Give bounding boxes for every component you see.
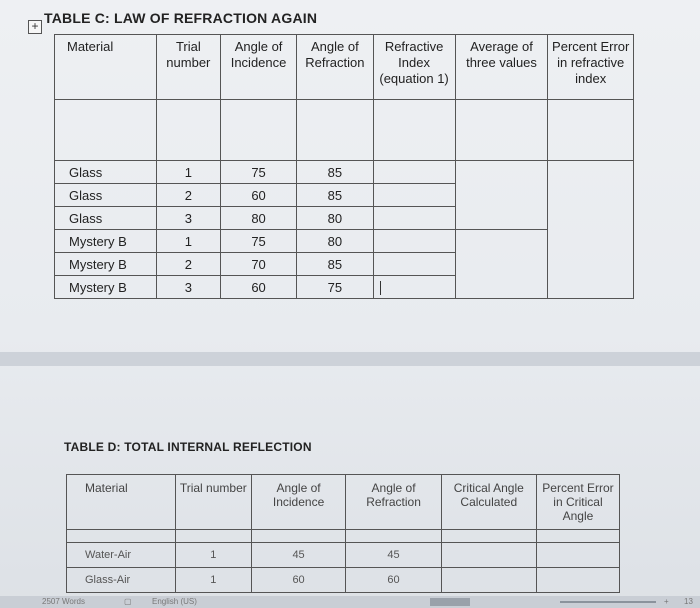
table-cell[interactable]: [220, 100, 296, 161]
table-d-title: TABLE D: TOTAL INTERNAL REFLECTION: [64, 440, 312, 454]
page-break: [0, 352, 700, 366]
refraction-cell[interactable]: 80: [297, 207, 373, 230]
header-critical-angle: Critical Angle Calculated: [441, 475, 536, 530]
trial-cell[interactable]: 1: [175, 568, 251, 593]
table-cell[interactable]: [251, 530, 346, 543]
table-cell[interactable]: [548, 100, 634, 161]
incidence-cell[interactable]: 75: [220, 230, 296, 253]
table-d-header-row: [67, 475, 620, 530]
trial-cell[interactable]: 3: [156, 276, 220, 299]
zoom-slider[interactable]: [560, 601, 656, 603]
table-row: [67, 543, 620, 568]
material-cell[interactable]: Glass-Air: [67, 568, 176, 593]
percent-error-cell[interactable]: [536, 568, 619, 593]
refraction-cell[interactable]: 85: [297, 253, 373, 276]
text-cursor: [380, 281, 381, 295]
incidence-cell[interactable]: 60: [220, 276, 296, 299]
header-refractive-index: Refractive Index (equation 1): [373, 35, 455, 100]
percent-error-cell[interactable]: [548, 161, 634, 299]
trial-cell[interactable]: 1: [156, 230, 220, 253]
table-cell[interactable]: [346, 530, 441, 543]
table-cell[interactable]: [297, 100, 373, 161]
table-row: [67, 530, 620, 543]
header-angle-of-incidence: Angle of Incidence: [251, 475, 346, 530]
table-cell[interactable]: [55, 100, 157, 161]
table-row: [55, 230, 634, 253]
header-trial-number: Trial number: [156, 35, 220, 100]
header-angle-of-refraction: Angle of Refraction: [346, 475, 441, 530]
header-trial-number: Trial number: [175, 475, 251, 530]
material-cell[interactable]: Mystery B: [55, 276, 157, 299]
word-count[interactable]: 2507 Words: [42, 597, 85, 606]
incidence-cell[interactable]: 80: [220, 207, 296, 230]
incidence-cell[interactable]: 70: [220, 253, 296, 276]
refractive-index-cell[interactable]: [373, 230, 455, 253]
refractive-index-cell[interactable]: [373, 253, 455, 276]
header-average: Average of three values: [455, 35, 548, 100]
table-c-header-row: [55, 35, 634, 100]
average-cell[interactable]: [455, 161, 548, 230]
table-c: [54, 34, 634, 299]
trial-cell[interactable]: 2: [156, 253, 220, 276]
refraction-cell[interactable]: 85: [297, 184, 373, 207]
table-row: [55, 161, 634, 184]
table-cell[interactable]: [156, 100, 220, 161]
header-material: Material: [67, 475, 176, 530]
table-cell[interactable]: [373, 100, 455, 161]
table-cell[interactable]: [441, 530, 536, 543]
trial-cell[interactable]: 1: [156, 161, 220, 184]
table-row: [67, 568, 620, 593]
refractive-index-cell[interactable]: [373, 184, 455, 207]
refraction-cell[interactable]: 85: [297, 161, 373, 184]
refractive-index-cell[interactable]: [373, 276, 455, 299]
percent-error-cell[interactable]: [536, 543, 619, 568]
header-material: Material: [55, 35, 157, 100]
critical-angle-cell[interactable]: [441, 568, 536, 593]
proofing-icon[interactable]: ▢: [124, 597, 132, 606]
refraction-cell[interactable]: 60: [346, 568, 441, 593]
critical-angle-cell[interactable]: [441, 543, 536, 568]
incidence-cell[interactable]: 60: [251, 568, 346, 593]
status-bar: [0, 596, 700, 608]
zoom-level[interactable]: 13: [684, 597, 693, 606]
refractive-index-cell[interactable]: [373, 207, 455, 230]
refraction-cell[interactable]: 45: [346, 543, 441, 568]
table-cell[interactable]: [175, 530, 251, 543]
material-cell[interactable]: Glass: [55, 184, 157, 207]
material-cell[interactable]: Water-Air: [67, 543, 176, 568]
table-c-title: TABLE C: LAW OF REFRACTION AGAIN: [44, 10, 318, 26]
refraction-cell[interactable]: 75: [297, 276, 373, 299]
language-indicator[interactable]: English (US): [152, 597, 197, 606]
view-layout-icon[interactable]: [430, 598, 470, 606]
header-percent-error: Percent Error in Critical Angle: [536, 475, 619, 530]
average-cell[interactable]: [455, 230, 548, 299]
table-cell[interactable]: [455, 100, 548, 161]
material-cell[interactable]: Glass: [55, 161, 157, 184]
table-row: [55, 100, 634, 161]
refraction-cell[interactable]: 80: [297, 230, 373, 253]
table-cell[interactable]: [67, 530, 176, 543]
trial-cell[interactable]: 1: [175, 543, 251, 568]
incidence-cell[interactable]: 75: [220, 161, 296, 184]
header-percent-error: Percent Error in refractive index: [548, 35, 634, 100]
material-cell[interactable]: Mystery B: [55, 230, 157, 253]
incidence-cell[interactable]: 60: [220, 184, 296, 207]
incidence-cell[interactable]: 45: [251, 543, 346, 568]
trial-cell[interactable]: 2: [156, 184, 220, 207]
refractive-index-cell[interactable]: [373, 161, 455, 184]
material-cell[interactable]: Glass: [55, 207, 157, 230]
zoom-in-button[interactable]: +: [664, 597, 669, 606]
material-cell[interactable]: Mystery B: [55, 253, 157, 276]
header-angle-of-refraction: Angle of Refraction: [297, 35, 373, 100]
table-d: [66, 474, 620, 593]
trial-cell[interactable]: 3: [156, 207, 220, 230]
table-move-handle-icon[interactable]: +: [28, 20, 42, 34]
table-cell[interactable]: [536, 530, 619, 543]
header-angle-of-incidence: Angle of Incidence: [220, 35, 296, 100]
